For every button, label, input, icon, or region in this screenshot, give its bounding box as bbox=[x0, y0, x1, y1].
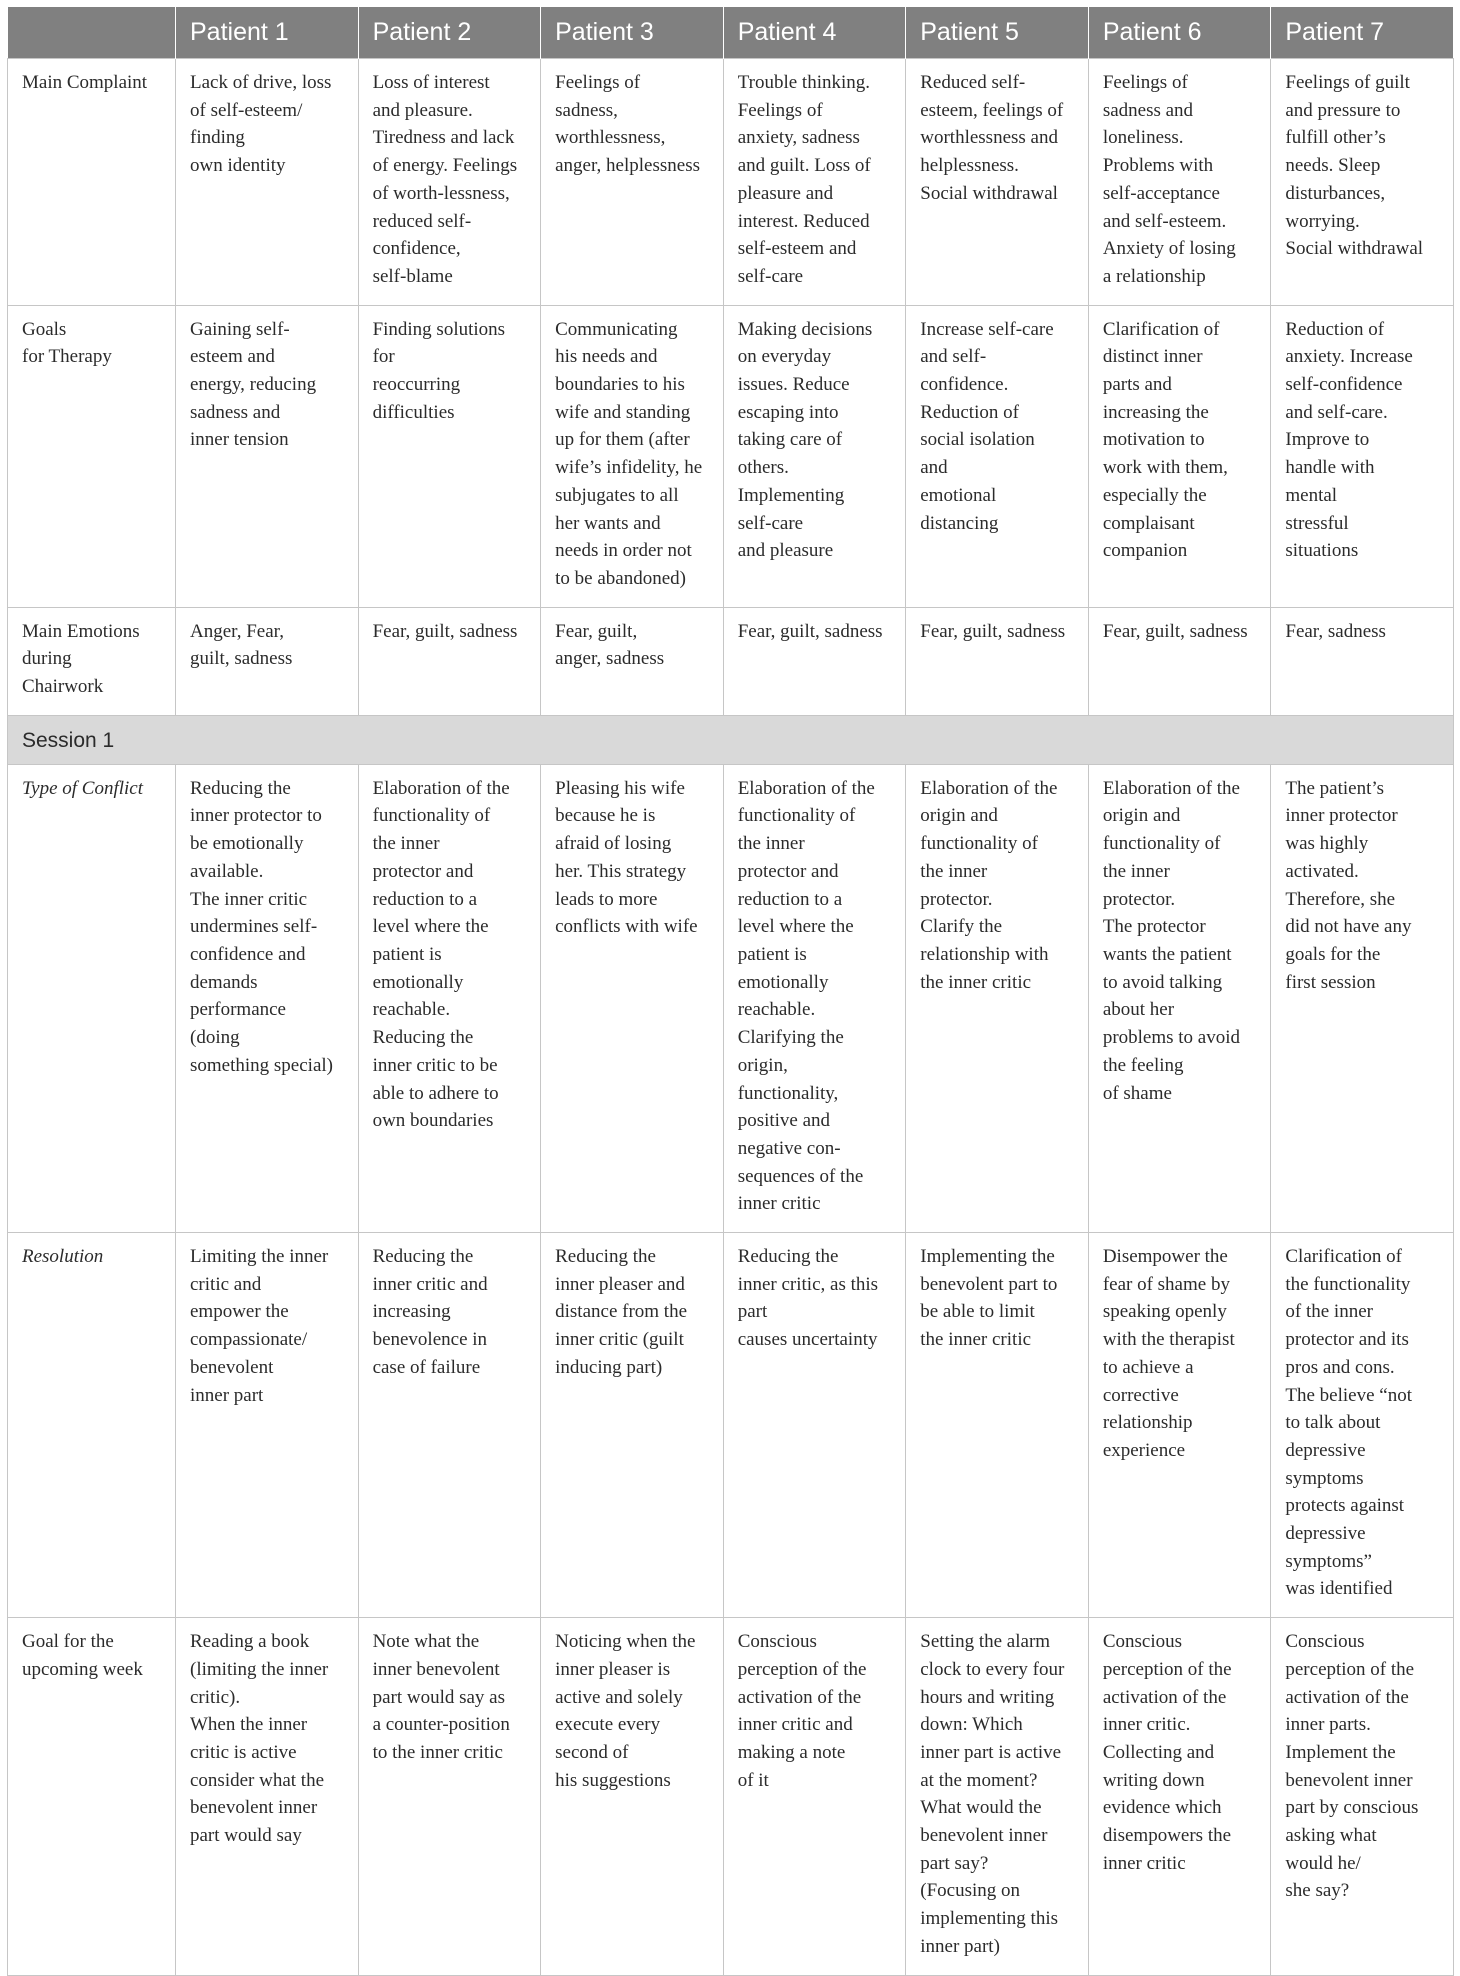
table-cell: Implementing the benevolent part to be able to limit the inner critic bbox=[906, 1233, 1089, 1618]
table-cell: Anger, Fear, guilt, sadness bbox=[176, 607, 359, 715]
table-cell: Setting the alarm clock to every four hours and writing down: Which inner part is active at the moment? What would the benevolent inner part say? (Focusing on implementing this inner part) bbox=[906, 1618, 1089, 1975]
row-label: Main Emotions during Chairwork bbox=[8, 607, 176, 715]
table-cell: Reducing the inner critic and increasing benevolence in case of failure bbox=[358, 1233, 541, 1618]
table-cell: Pleasing his wife because he is afraid of losing her. This strategy leads to more conflicts with wife bbox=[541, 764, 724, 1232]
table-row-resolution bbox=[8, 1233, 1454, 1618]
table-cell: Reduction of anxiety. Increase self-confidence and self-care. Improve to handle with mental stressful situations bbox=[1271, 305, 1454, 607]
header-patient-7: Patient 7 bbox=[1271, 7, 1454, 59]
table-cell: Note what the inner benevolent part would say as a counter-position to the inner critic bbox=[358, 1618, 541, 1975]
table-row-type-of-conflict bbox=[8, 764, 1454, 1232]
table-cell: Fear, guilt, anger, sadness bbox=[541, 607, 724, 715]
row-label: Goals for Therapy bbox=[8, 305, 176, 607]
header-patient-2: Patient 2 bbox=[358, 7, 541, 59]
table-cell: Gaining self- esteem and energy, reducing sadness and inner tension bbox=[176, 305, 359, 607]
table-cell: Trouble thinking. Feelings of anxiety, sadness and guilt. Loss of pleasure and interest. Reduced self-esteem and self-care bbox=[723, 59, 906, 306]
section-title: Session 1 bbox=[8, 715, 1454, 764]
table-cell: Conscious perception of the activation of the inner critic and making a note of it bbox=[723, 1618, 906, 1975]
table-cell: Lack of drive, loss of self-esteem/ finding own identity bbox=[176, 59, 359, 306]
table-cell: Reducing the inner critic, as this part causes uncertainty bbox=[723, 1233, 906, 1618]
table-cell: Increase self-care and self- confidence. Reduction of social isolation and emotional distancing bbox=[906, 305, 1089, 607]
row-label: Resolution bbox=[8, 1233, 176, 1618]
table-cell: Fear, guilt, sadness bbox=[906, 607, 1089, 715]
header-patient-5: Patient 5 bbox=[906, 7, 1089, 59]
table-cell: Limiting the inner critic and empower the compassionate/ benevolent inner part bbox=[176, 1233, 359, 1618]
header-patient-3: Patient 3 bbox=[541, 7, 724, 59]
table-cell: Conscious perception of the activation of the inner critic. Collecting and writing down evidence which disempowers the inner critic bbox=[1088, 1618, 1271, 1975]
table-cell: Fear, guilt, sadness bbox=[1088, 607, 1271, 715]
section-row-session-1 bbox=[8, 715, 1454, 764]
table-row-goal-upcoming-week bbox=[8, 1618, 1454, 1975]
table-cell: Feelings of sadness, worthlessness, anger, helplessness bbox=[541, 59, 724, 306]
row-label: Goal for the upcoming week bbox=[8, 1618, 176, 1975]
header-corner bbox=[8, 7, 176, 59]
table-row-main-emotions bbox=[8, 607, 1454, 715]
row-label: Main Complaint bbox=[8, 59, 176, 306]
table-cell: Communicating his needs and boundaries to his wife and standing up for them (after wife’s infidelity, he subjugates to all her wants and needs in order not to be abandoned) bbox=[541, 305, 724, 607]
table-cell: Elaboration of the origin and functionality of the inner protector. Clarify the relationship with the inner critic bbox=[906, 764, 1089, 1232]
table-cell: Disempower the fear of shame by speaking openly with the therapist to achieve a corrective relationship experience bbox=[1088, 1233, 1271, 1618]
table-cell: Fear, guilt, sadness bbox=[358, 607, 541, 715]
table-cell: Fear, guilt, sadness bbox=[723, 607, 906, 715]
table-cell: Reduced self- esteem, feelings of worthlessness and helplessness. Social withdrawal bbox=[906, 59, 1089, 306]
table-cell: Finding solutions for reoccurring difficulties bbox=[358, 305, 541, 607]
table-cell: Elaboration of the origin and functionality of the inner protector. The protector wants the patient to avoid talking about her problems to avoid the feeling of shame bbox=[1088, 764, 1271, 1232]
header-patient-6: Patient 6 bbox=[1088, 7, 1271, 59]
table-cell: Fear, sadness bbox=[1271, 607, 1454, 715]
table-cell: Clarification of the functionality of the inner protector and its pros and cons. The believe “not to talk about depressive symptoms protects against depressive symptoms” was identified bbox=[1271, 1233, 1454, 1618]
table-cell: Loss of interest and pleasure. Tiredness and lack of energy. Feelings of worth-lessness, reduced self- confidence, self-blame bbox=[358, 59, 541, 306]
table-body bbox=[8, 59, 1454, 1976]
table-cell: Reducing the inner pleaser and distance from the inner critic (guilt inducing part) bbox=[541, 1233, 724, 1618]
row-label: Type of Conflict bbox=[8, 764, 176, 1232]
table-cell: The patient’s inner protector was highly activated. Therefore, she did not have any goals for the first session bbox=[1271, 764, 1454, 1232]
patient-comparison-table bbox=[7, 7, 1454, 1976]
table-cell: Making decisions on everyday issues. Reduce escaping into taking care of others. Implementing self-care and pleasure bbox=[723, 305, 906, 607]
table-cell: Clarification of distinct inner parts and increasing the motivation to work with them, especially the complaisant companion bbox=[1088, 305, 1271, 607]
table-cell: Noticing when the inner pleaser is active and solely execute every second of his suggestions bbox=[541, 1618, 724, 1975]
table-row-main-complaint bbox=[8, 59, 1454, 306]
header-patient-1: Patient 1 bbox=[176, 7, 359, 59]
header-patient-4: Patient 4 bbox=[723, 7, 906, 59]
table-cell: Feelings of sadness and loneliness. Problems with self-acceptance and self-esteem. Anxiety of losing a relationship bbox=[1088, 59, 1271, 306]
header-row bbox=[8, 7, 1454, 59]
table-cell: Elaboration of the functionality of the inner protector and reduction to a level where the patient is emotionally reachable. Clarifying the origin, functionality, positive and negative con- sequences of the inner critic bbox=[723, 764, 906, 1232]
table-cell: Reading a book (limiting the inner critic). When the inner critic is active consider what the benevolent inner part would say bbox=[176, 1618, 359, 1975]
table-cell: Elaboration of the functionality of the inner protector and reduction to a level where the patient is emotionally reachable. Reducing the inner critic to be able to adhere to own boundaries bbox=[358, 764, 541, 1232]
table-row-goals-for-therapy bbox=[8, 305, 1454, 607]
table-cell: Conscious perception of the activation of the inner parts. Implement the benevolent inner part by conscious asking what would he/ she say? bbox=[1271, 1618, 1454, 1975]
table-cell: Reducing the inner protector to be emotionally available. The inner critic undermines self- confidence and demands performance (doing something special) bbox=[176, 764, 359, 1232]
table-cell: Feelings of guilt and pressure to fulfill other’s needs. Sleep disturbances, worrying. Social withdrawal bbox=[1271, 59, 1454, 306]
